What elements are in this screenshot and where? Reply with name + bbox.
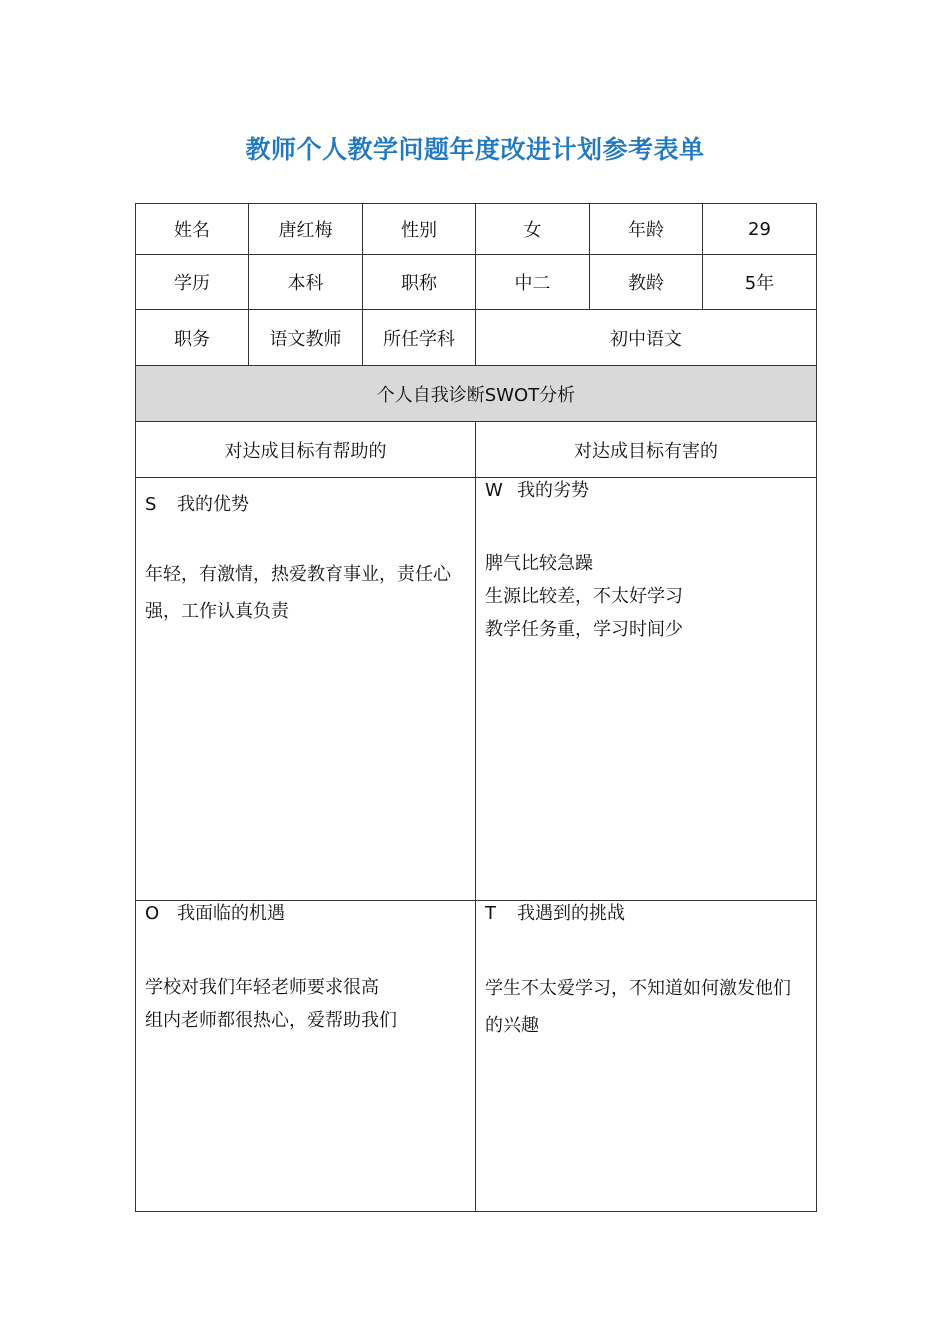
swot-header-row	[136, 366, 817, 422]
form-row-position	[136, 310, 817, 366]
position-label: 职务	[136, 310, 249, 366]
gender-label: 性别	[363, 204, 476, 255]
education-value: 本科	[249, 255, 363, 310]
helpful-label: 对达成目标有帮助的	[136, 422, 476, 478]
name-label: 姓名	[136, 204, 249, 255]
name-value: 唐红梅	[249, 204, 363, 255]
swot-row-ot	[136, 901, 817, 1212]
form-row-basic	[136, 204, 817, 255]
weaknesses-title: 我的劣势	[517, 480, 589, 501]
weaknesses-letter: W	[485, 480, 503, 501]
rank-value: 中二	[476, 255, 590, 310]
threats-cell	[476, 901, 817, 1212]
opportunities-heading	[145, 903, 467, 925]
teacher-form-table	[135, 203, 817, 1212]
threats-body	[485, 970, 808, 1044]
years-value: 5年	[703, 255, 817, 310]
opportunities-line: 组内老师都很热心，爱帮助我们	[145, 1010, 397, 1031]
opportunities-title: 我面临的机遇	[177, 903, 285, 924]
weaknesses-line: 生源比较差，不太好学习	[485, 586, 683, 607]
strengths-letter: S	[145, 494, 157, 515]
weaknesses-cell	[476, 478, 817, 901]
strengths-heading	[145, 494, 467, 516]
weaknesses-heading	[485, 480, 808, 502]
opportunities-cell	[136, 901, 476, 1212]
weaknesses-line: 脾气比较急躁	[485, 553, 593, 574]
age-label: 年龄	[590, 204, 703, 255]
education-label: 学历	[136, 255, 249, 310]
strengths-line: 年轻，有激情，热爱教育事业，责任心强，工作认真负责	[145, 564, 451, 622]
strengths-body	[145, 556, 467, 630]
strengths-title: 我的优势	[177, 494, 249, 515]
subject-label: 所任学科	[363, 310, 476, 366]
harmful-label: 对达成目标有害的	[476, 422, 817, 478]
years-label: 教龄	[590, 255, 703, 310]
swot-row-sw	[136, 478, 817, 901]
threats-line: 学生不太爱学习，不知道如何激发他们的兴趣	[485, 978, 791, 1036]
opportunities-letter: O	[145, 903, 160, 924]
swot-subheader-row	[136, 422, 817, 478]
rank-label: 职称	[363, 255, 476, 310]
threats-title: 我遇到的挑战	[517, 903, 625, 924]
threats-heading	[485, 903, 808, 925]
weaknesses-line: 教学任务重，学习时间少	[485, 619, 683, 640]
threats-letter: T	[485, 903, 496, 924]
subject-value: 初中语文	[476, 310, 817, 366]
weaknesses-body	[485, 547, 808, 646]
position-value: 语文教师	[249, 310, 363, 366]
opportunities-body	[145, 971, 467, 1037]
gender-value: 女	[476, 204, 590, 255]
opportunities-line: 学校对我们年轻老师要求很高	[145, 977, 379, 998]
swot-header: 个人自我诊断SWOT分析	[136, 366, 817, 422]
strengths-cell	[136, 478, 476, 901]
form-row-education	[136, 255, 817, 310]
age-value: 29	[703, 204, 817, 255]
page-title: 教师个人教学问题年度改进计划参考表单	[245, 135, 705, 164]
